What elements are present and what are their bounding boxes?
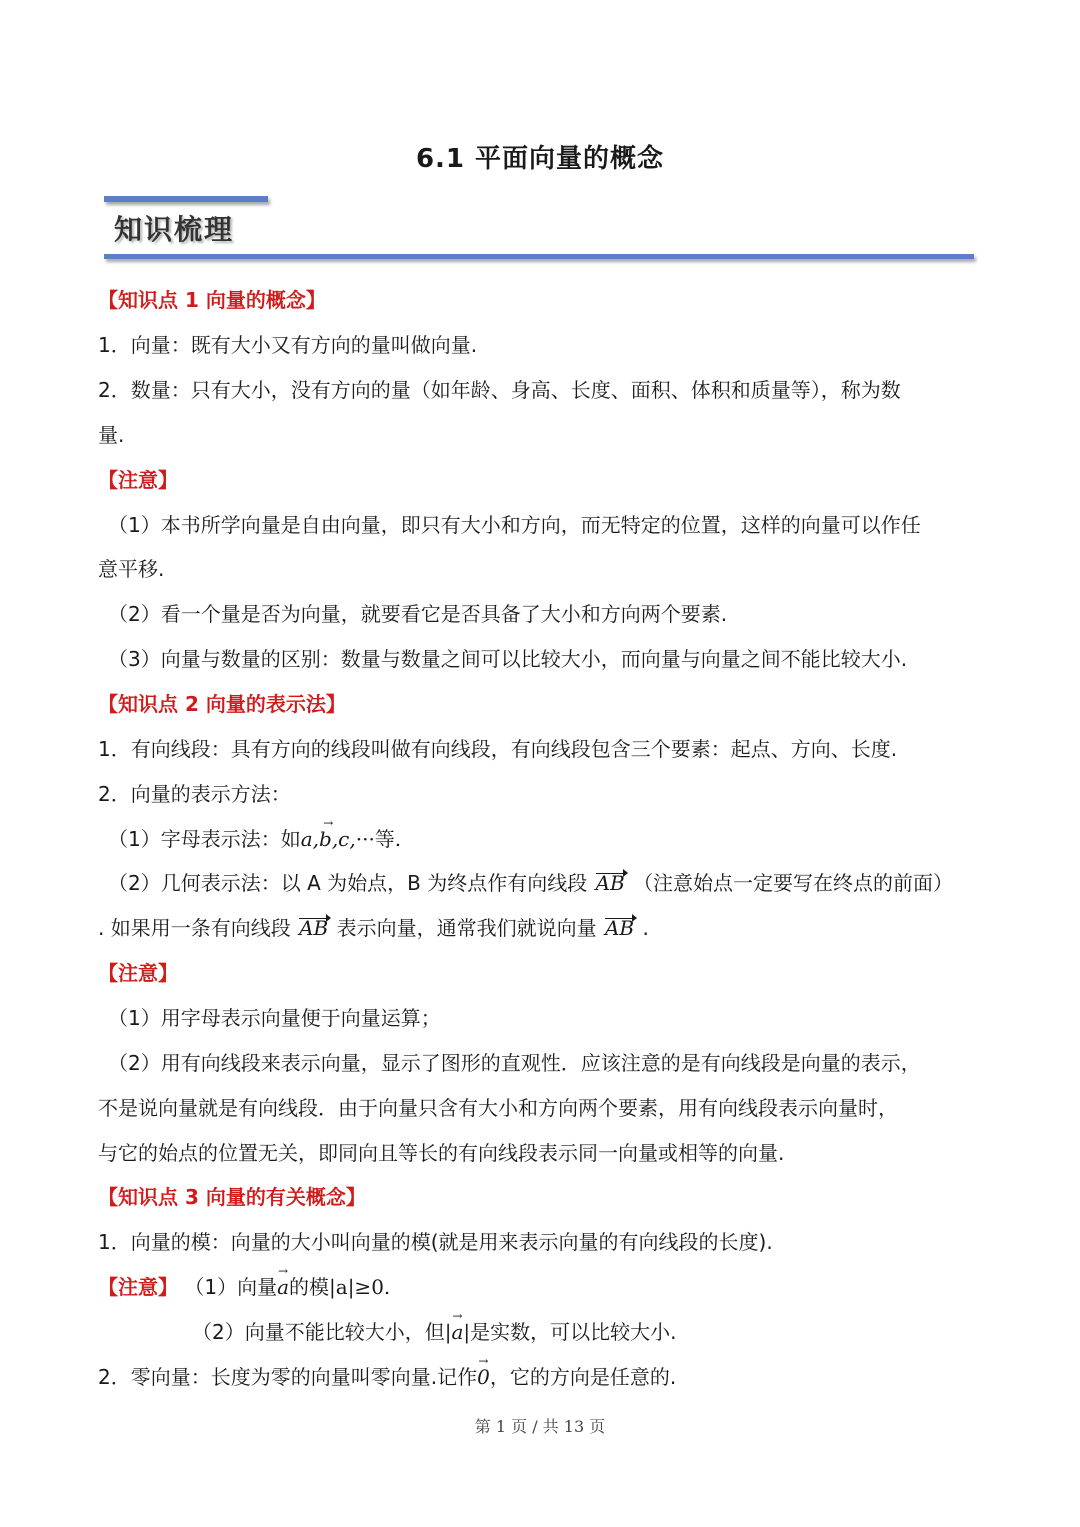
k3-note-line1	[98, 1273, 390, 1301]
k2-line2: 2．向量的表示方法：	[98, 782, 291, 806]
banner-bottom-bar	[104, 254, 974, 259]
k2-letter-vectors: → a,b,c,	[301, 825, 356, 853]
k2-line4-pre: （2）几何表示法：以 A 为始点，B 为终点作有向线段	[108, 871, 588, 895]
k1-line2: 2．数量：只有大小，没有方向的量（如年龄、身高、长度、面积、体积和质量等），称为数	[98, 378, 901, 402]
vector-ab: AB	[299, 916, 329, 940]
k2-line5-post: .	[642, 916, 649, 940]
k1-heading: 【知识点 1 向量的概念】	[98, 288, 326, 312]
banner-top-bar	[104, 196, 268, 202]
k3-note2-post: 是实数，可以比较大小.	[470, 1320, 677, 1344]
k2-note2b: 不是说向量就是有向线段．由于向量只含有大小和方向两个要素，用有向线段表示向量时，	[98, 1096, 898, 1120]
k1-note1b: 意平移.	[98, 557, 165, 581]
k3-note2-pre: （2）向量不能比较大小，但	[192, 1320, 445, 1344]
k3-note2-abs: → |a|	[445, 1318, 470, 1346]
k3-line1: 1．向量的模：向量的大小叫向量的模(就是用来表示向量的有向线段的长度).	[98, 1230, 773, 1254]
k2-note2a: （2）用有向线段来表示向量，显示了图形的直观性．应该注意的是有向线段是向量的表示，	[108, 1051, 921, 1075]
k1-note: 【注意】	[98, 468, 178, 492]
k3-heading: 【知识点 3 向量的有关概念】	[98, 1185, 366, 1209]
k3-note1-abs: |a|≥0	[329, 1275, 384, 1299]
k3-line2-post: ，它的方向是任意的.	[489, 1365, 677, 1389]
k2-line4-post: （注意始点一定要写在终点的前面）	[633, 871, 954, 895]
k2-line5-mid: 表示向量，通常我们就说向量	[336, 916, 597, 940]
k2-line3-pre: （1）字母表示法：如	[108, 827, 301, 851]
k2-line1: 1．有向线段：具有方向的线段叫做有向线段，有向线段包含三个要素：起点、方向、长度.	[98, 737, 898, 761]
k1-note1a: （1）本书所学向量是自由向量，即只有大小和方向，而无特定的位置，这样的向量可以作任	[108, 513, 921, 537]
banner-label: 知识梳理	[114, 213, 235, 246]
section-banner	[100, 192, 980, 267]
zero-vector: → 0	[477, 1363, 490, 1391]
vector-a: → a	[277, 1273, 289, 1301]
k2-note1: （1）用字母表示向量便于向量运算；	[108, 1006, 441, 1030]
k2-note: 【注意】	[98, 961, 178, 985]
k2-heading: 【知识点 2 向量的表示法】	[98, 692, 346, 716]
k2-line3	[108, 825, 401, 853]
k3-note1-post: .	[383, 1275, 391, 1299]
k2-line3-post: ···等.	[355, 827, 402, 851]
k2-line5	[98, 914, 649, 942]
k1-line1: 1．向量：既有大小又有方向的量叫做向量.	[98, 333, 478, 357]
k2-line5-pre: . 如果用一条有向线段	[98, 916, 291, 940]
page-title: 6.1 平面向量的概念	[415, 144, 665, 174]
k2-line4	[108, 869, 953, 897]
k1-line3: 量.	[98, 423, 125, 447]
vector-ab: AB	[604, 916, 635, 940]
k3-note1-pre: （1）向量	[184, 1275, 278, 1299]
k1-note3: （3）向量与数量的区别：数量与数量之间可以比较大小，而向量与向量之间不能比较大小.	[108, 647, 908, 671]
k3-note-line2	[192, 1318, 677, 1346]
k2-note2c: 与它的始点的位置无关，即同向且等长的有向线段表示同一向量或相等的向量.	[98, 1141, 785, 1165]
page-footer: 第 1 页 / 共 13 页	[474, 1417, 606, 1436]
k3-line2-pre: 2．零向量：长度为零的向量叫零向量.记作	[98, 1365, 478, 1389]
k3-line2	[98, 1363, 676, 1391]
k3-note: 【注意】	[98, 1275, 178, 1299]
k3-note1-mid: 的模	[289, 1275, 330, 1299]
k1-note2: （2）看一个量是否为向量，就要看它是否具备了大小和方向两个要素.	[108, 602, 728, 626]
vector-ab: AB	[595, 871, 625, 895]
